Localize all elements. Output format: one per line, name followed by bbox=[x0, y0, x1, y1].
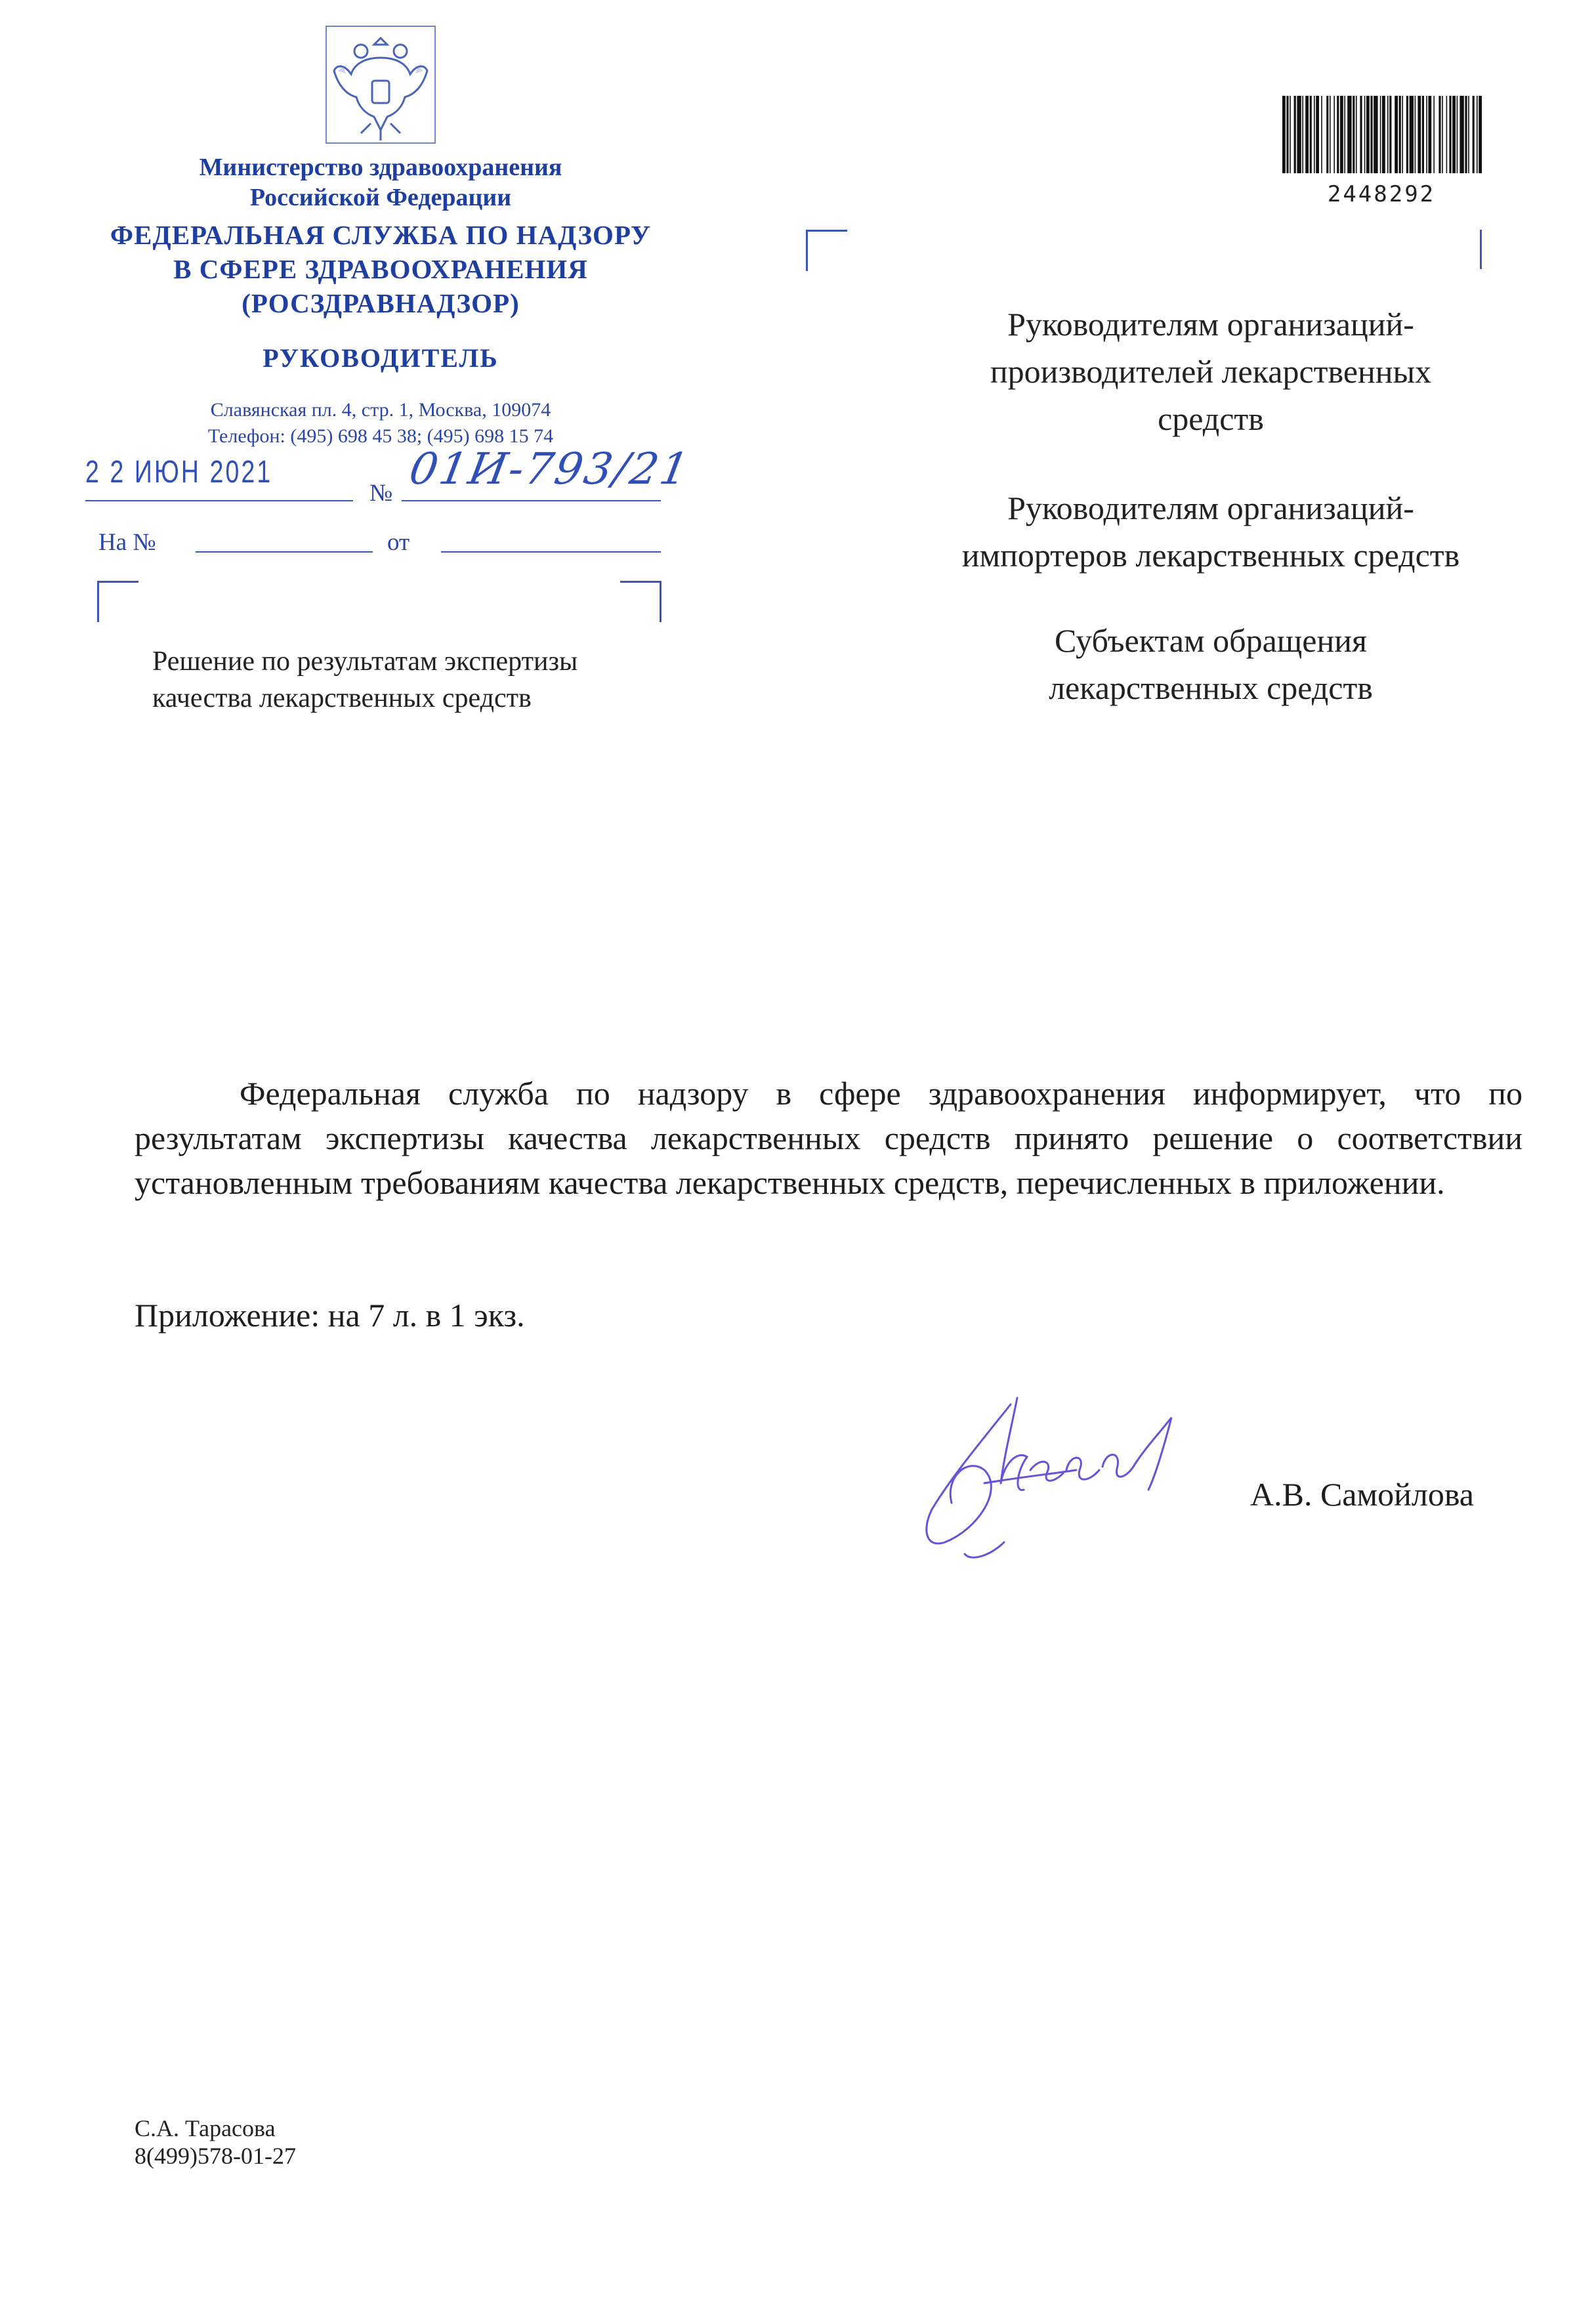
service-line-2: В СФЕРЕ ЗДРАВООХРАНЕНИЯ bbox=[173, 254, 588, 284]
barcode-bar bbox=[1314, 96, 1315, 173]
barcode-bar bbox=[1438, 96, 1440, 173]
barcode-bar bbox=[1402, 96, 1403, 173]
barcode-bar bbox=[1433, 96, 1435, 173]
document-barcode bbox=[1280, 96, 1483, 188]
barcode-bar bbox=[1380, 96, 1381, 173]
barcode-bar bbox=[1360, 96, 1362, 173]
barcode-bar bbox=[1344, 96, 1345, 173]
barcode-bar bbox=[1406, 96, 1408, 173]
subject-line-1: Решение по результатам экспертизы bbox=[152, 646, 578, 677]
address-line: Славянская пл. 4, стр. 1, Москва, 109074 bbox=[210, 399, 551, 421]
barcode-bar bbox=[1389, 96, 1391, 173]
addressee-importers bbox=[906, 484, 1516, 579]
barcode-bar bbox=[1452, 96, 1456, 173]
service-line-1: ФЕДЕРАЛЬНАЯ СЛУЖБА ПО НАДЗОРУ bbox=[110, 220, 652, 250]
handwritten-signature bbox=[906, 1378, 1299, 1575]
barcode-bar bbox=[1337, 96, 1339, 173]
barcode-bar bbox=[1426, 96, 1427, 173]
addressee-1-line-3: средств bbox=[1158, 400, 1264, 437]
barcode-bar bbox=[1387, 96, 1389, 173]
service-name bbox=[92, 218, 669, 320]
addressee-circulation-subjects bbox=[906, 617, 1516, 711]
service-line-3: (РОСЗДРАВНАДЗОР) bbox=[242, 288, 520, 318]
barcode-bar bbox=[1418, 96, 1421, 173]
attachment-note: Приложение: на 7 л. в 1 экз. bbox=[135, 1297, 525, 1334]
ministry-line-2: Российской Федерации bbox=[249, 184, 512, 211]
number-label: № bbox=[369, 480, 393, 507]
barcode-bar bbox=[1442, 96, 1443, 173]
barcode-bar bbox=[1302, 96, 1303, 173]
date-underline bbox=[85, 500, 353, 501]
barcode-bar bbox=[1305, 96, 1309, 173]
phone-line: Телефон: (495) 698 45 38; (495) 698 15 74 bbox=[207, 425, 554, 447]
barcode-bar bbox=[1446, 96, 1448, 173]
barcode-bar bbox=[1321, 96, 1322, 173]
registration-number: 01И-793/21 bbox=[406, 444, 694, 494]
barcode-bar bbox=[1353, 96, 1354, 173]
executor-name: С.А. Тарасова bbox=[135, 2115, 276, 2141]
letterhead-address bbox=[118, 397, 643, 450]
barcode-bar bbox=[1457, 96, 1458, 173]
addressee-2-line-2: импортеров лекарственных средств bbox=[961, 537, 1460, 574]
barcode-bar bbox=[1282, 96, 1286, 173]
addressee-2-line-1: Руководителям организаций- bbox=[1007, 490, 1414, 526]
barcode-bar bbox=[1330, 96, 1331, 173]
barcode-bar bbox=[1374, 96, 1377, 173]
executor-contact bbox=[135, 2114, 296, 2170]
addressee-3-line-1: Субъектам обращения bbox=[1055, 622, 1367, 659]
addressee-manufacturers bbox=[906, 301, 1516, 442]
barcode-bar bbox=[1473, 96, 1475, 173]
reference-number-line bbox=[196, 551, 373, 553]
addressee-3-line-2: лекарственных средств bbox=[1049, 669, 1373, 706]
barcode-bar bbox=[1449, 96, 1451, 173]
barcode-bar bbox=[1382, 96, 1385, 173]
letter-subject bbox=[152, 643, 743, 717]
barcode-bar bbox=[1460, 96, 1463, 173]
addressee-1-line-2: производителей лекарственных bbox=[990, 353, 1432, 390]
barcode-bar bbox=[1297, 96, 1301, 173]
signer-name: А.В. Самойлова bbox=[1250, 1476, 1474, 1513]
reference-date-line bbox=[441, 551, 661, 553]
barcode-bar bbox=[1468, 96, 1469, 173]
barcode-bar bbox=[1326, 96, 1328, 173]
reference-number-label: На № bbox=[98, 529, 156, 556]
barcode-bar bbox=[1366, 96, 1370, 173]
barcode-bar bbox=[1286, 96, 1288, 173]
barcode-bar bbox=[1370, 96, 1372, 173]
letter-body: Федеральная служба по надзору в сфере здравоохранения информирует, что по результатам экспертизы качества лекарственных средств принято решение о соответствии установленным требованиям качества лекарственных средств, перечисленных в приложении. bbox=[135, 1075, 1522, 1201]
addressee-bracket-left bbox=[806, 230, 847, 271]
barcode-bar bbox=[1347, 96, 1351, 173]
barcode-bar bbox=[1364, 96, 1366, 173]
executor-phone: 8(499)578-01-27 bbox=[135, 2143, 296, 2169]
subject-line-2: качества лекарственных средств bbox=[152, 683, 532, 713]
barcode-bar bbox=[1316, 96, 1319, 173]
barcode-number: 2448292 bbox=[1327, 181, 1436, 207]
barcode-bar bbox=[1415, 96, 1416, 173]
barcode-bar bbox=[1334, 96, 1335, 173]
barcode-bar bbox=[1340, 96, 1343, 173]
barcode-bar bbox=[1395, 96, 1398, 173]
barcode-bar bbox=[1356, 96, 1357, 173]
registration-date-stamp: 2 2 ИЮН 2021 bbox=[85, 455, 273, 490]
barcode-bar bbox=[1428, 96, 1431, 173]
barcode-bar bbox=[1422, 96, 1424, 173]
barcode-bar bbox=[1477, 96, 1478, 173]
subject-bracket-left bbox=[97, 581, 138, 622]
barcode-bar bbox=[1465, 96, 1467, 173]
barcode-bar bbox=[1399, 96, 1401, 173]
subject-bracket-right bbox=[620, 581, 662, 622]
addressee-bracket-right bbox=[1480, 230, 1482, 269]
barcode-bar bbox=[1294, 96, 1296, 173]
reference-date-label: от bbox=[387, 529, 410, 556]
ministry-line-1: Министерство здравоохранения bbox=[199, 154, 562, 181]
ministry-name bbox=[118, 152, 643, 213]
number-underline bbox=[402, 500, 661, 501]
head-title: РУКОВОДИТЕЛЬ bbox=[262, 343, 499, 373]
barcode-bar bbox=[1310, 96, 1312, 173]
addressee-1-line-1: Руководителям организаций- bbox=[1007, 306, 1414, 343]
barcode-bar bbox=[1290, 96, 1291, 173]
double-headed-eagle-emblem bbox=[325, 25, 436, 144]
barcode-bar bbox=[1479, 96, 1482, 173]
barcode-bar bbox=[1410, 96, 1414, 173]
